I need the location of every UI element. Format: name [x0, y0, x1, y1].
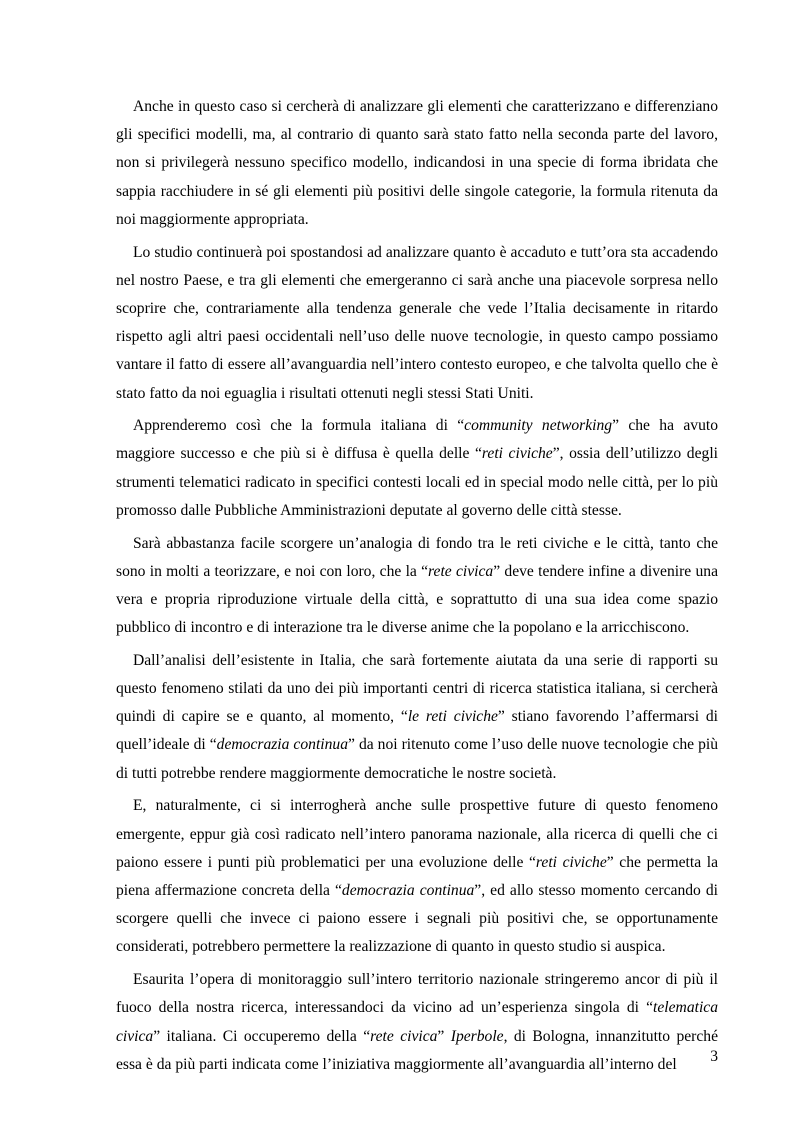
paragraph: [116, 239, 718, 408]
text-segment: ”: [437, 1027, 451, 1045]
page-number: 3: [710, 1048, 718, 1065]
text-segment: ” che ha avuto maggiore successo e che più si è diffusa è quella delle “: [116, 417, 718, 463]
italic-text: reti civiche: [481, 445, 553, 463]
paragraph: [116, 966, 718, 1079]
text-segment: ” deve tendere infine a divenire una vera e propria riproduzione virtuale della città, e soprattutto di una sua idea come spazio pubblico di incontro e di interazione tra le diverse anime che la popolano e la arricchiscono.: [116, 562, 718, 637]
text-segment: ” stiano favorendo l’affermarsi di quell’ideale di “: [116, 708, 718, 754]
text-segment: Sarà abbastanza facile scorgere un’analogia di fondo tra le reti civiche e le città, tanto che sono in molti a teorizzare, e noi con loro, che la “: [116, 534, 718, 580]
text-segment: Apprenderemo così che la formula italiana di “: [133, 417, 465, 435]
italic-text: rete civica: [370, 1027, 438, 1045]
paragraph: [116, 647, 718, 788]
italic-text: rete civica: [428, 562, 494, 580]
italic-text: telematica civica: [116, 999, 718, 1045]
text-segment: ”, ed allo stesso momento cercando di scorgere quelli che invece ci paiono essere i segnali più positivi che, se opportunamente considerati, potrebbero permettere la realizzazione di quanto in questo studio si auspica.: [116, 881, 719, 956]
text-segment: Esaurita l’opera di monitoraggio sull’intero territorio nazionale stringeremo ancor di più il fuoco della nostra ricerca, interessandoci da vicino ad un’esperienza singola di “: [116, 971, 718, 1017]
text-segment: , di Bologna, innanzitutto perché essa è da più parti indicata come l’iniziativa maggiormente all’avanguardia all’interno del: [116, 1027, 718, 1073]
text-segment: Dall’analisi dell’esistente in Italia, che sarà fortemente aiutata da una serie di rapporti su questo fenomeno stilati da uno dei più importanti centri di ricerca statistica italiana, si cercherà quindi di capire se e quanto, al momento, “: [116, 651, 718, 726]
text-segment: ”, ossia dell’utilizzo degli strumenti telematici radicato in specifici contesti locali ed in special modo nelle città, per lo più promosso dalle Pubbliche Amministrazioni deputate al governo delle città stesse.: [116, 445, 718, 519]
italic-text: le reti civiche: [407, 708, 498, 726]
text-segment: ” da noi ritenuto come l’uso delle nuove tecnologie che più di tutti potrebbe rendere maggiormente democratiche le nostre società.: [116, 736, 719, 782]
text-segment: Lo studio continuerà poi spostandosi ad analizzare quanto è accaduto e tutt’ora sta accadendo nel nostro Paese, e tra gli elementi che emergeranno ci sarà anche una piacevole sorpresa nello scoprire che, contrariamente alla tendenza generale che vede l’Italia decisamente in ritardo rispetto agli altri paesi occidentali nell’uso delle nuove tecnologie, in questo campo possiamo vantare il fatto di essere all’avanguardia nell’intero contesto europeo, e che talvolta quello che è stato fatto da noi eguaglia i risultati ottenuti negli stessi Stati Uniti.: [116, 243, 718, 402]
text-segment: ” che permetta la piena affermazione concreta della “: [116, 853, 718, 899]
paragraph: [116, 792, 718, 961]
italic-text: reti civiche: [535, 853, 607, 871]
paragraph: [116, 93, 718, 234]
text-segment: ” italiana. Ci occuperemo della “: [153, 1027, 371, 1045]
text-segment: E, naturalmente, ci si interrogherà anche sulle prospettive future di questo fenomeno emergente, eppur già così radicato nell’intero panorama nazionale, alla ricerca di quelli che ci paiono essere i punti più problematici per una evoluzione delle “: [116, 797, 718, 871]
text-segment: Anche in questo caso si cercherà di analizzare gli elementi che caratterizzano e differenziano gli specifici modelli, ma, al contrario di quanto sarà stato fatto nella seconda parte del lavoro, non si privilegerà nessuno specifico modello, indicandosi in una specie di forma ibridata che sappia racchiudere in sé gli elementi più positivi delle singole categorie, la formula ritenuta da noi maggiormente appropriata.: [116, 98, 718, 228]
italic-text: democrazia continua: [216, 736, 349, 754]
paragraph: [116, 412, 718, 525]
italic-text: democrazia continua: [341, 881, 475, 899]
italic-text: community networking: [464, 417, 613, 435]
italic-text: Iperbole: [450, 1027, 504, 1045]
paragraph: [116, 530, 718, 643]
body-text: [116, 93, 718, 1083]
